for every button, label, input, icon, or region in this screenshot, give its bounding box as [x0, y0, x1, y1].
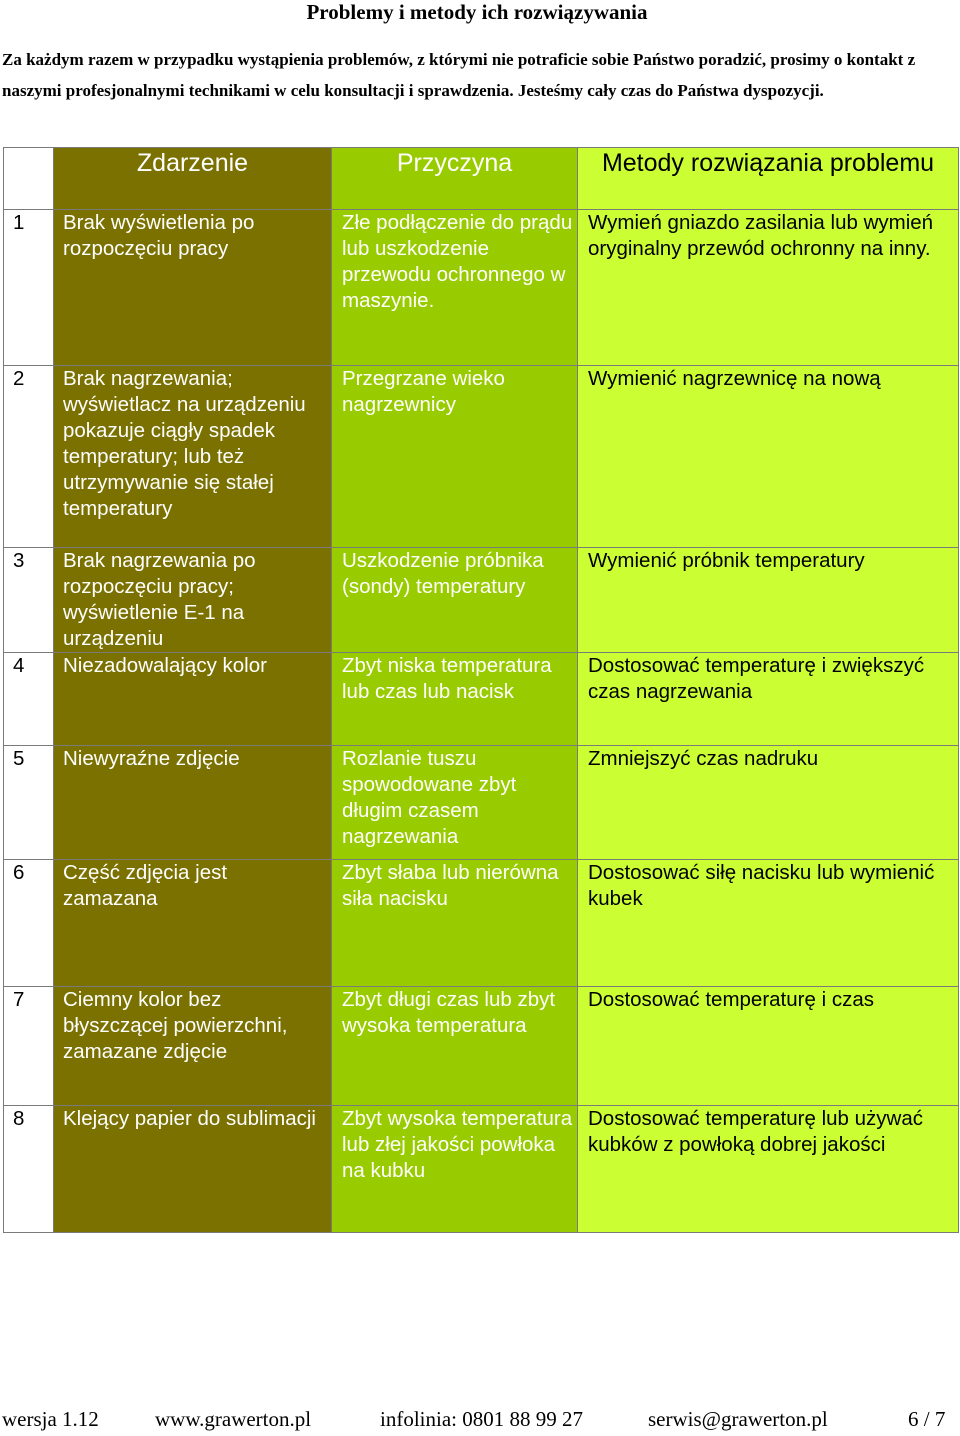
table-header-row: [4, 148, 959, 210]
row-cause: Zbyt wysoka temperatura lub złej jakości powłoka na kubku: [332, 1106, 578, 1233]
row-event: Część zdjęcia jest zamazana: [54, 860, 332, 987]
page-title: Problemy i metody ich rozwiązywania: [306, 0, 648, 24]
row-event: Klejący papier do sublimacji: [54, 1106, 332, 1233]
row-solution: Dostosować temperaturę i zwiększyć czas nagrzewania: [578, 653, 959, 746]
intro-paragraph: Za każdym razem w przypadku wystąpienia problemów, z którymi nie potraficie sobie Państwo poradzić, prosimy o kontakt z naszymi profesjonalnymi technikami w celu konsultacji i sprawdzenia. Jesteśmy cały czas do Państwa dyspozycji.: [2, 50, 916, 100]
row-event: Brak wyświetlenia po rozpoczęciu pracy: [54, 210, 332, 366]
row-number: 1: [4, 210, 54, 366]
page-footer: [0, 1405, 958, 1433]
row-event: Niewyraźne zdjęcie: [54, 746, 332, 860]
row-cause: Zbyt niska temperatura lub czas lub nacisk: [332, 653, 578, 746]
row-cause: Uszkodzenie próbnika (sondy) temperatury: [332, 548, 578, 653]
row-cause: Przegrzane wieko nagrzewnicy: [332, 366, 578, 548]
table-row: [4, 987, 959, 1106]
row-event: Ciemny kolor bez błyszczącej powierzchni, zamazane zdjęcie: [54, 987, 332, 1106]
table-row: [4, 210, 959, 366]
row-cause: Zbyt słaba lub nierówna siła nacisku: [332, 860, 578, 987]
row-solution: Wymienić próbnik temperatury: [578, 548, 959, 653]
table-row: [4, 366, 959, 548]
row-number: 8: [4, 1106, 54, 1233]
table-row: [4, 653, 959, 746]
row-number: 6: [4, 860, 54, 987]
header-cause: Przyczyna: [332, 148, 578, 210]
footer-hotline: infolinia: 0801 88 99 27: [380, 1407, 583, 1431]
row-solution: Dostosować temperaturę lub używać kubków z powłoką dobrej jakości: [578, 1106, 959, 1233]
row-number: 7: [4, 987, 54, 1106]
footer-email-link[interactable]: serwis@grawerton.pl: [648, 1407, 828, 1431]
row-number: 2: [4, 366, 54, 548]
row-event: Brak nagrzewania; wyświetlacz na urządzeniu pokazuje ciągły spadek temperatury; lub też utrzymywanie się stałej temperatury: [54, 366, 332, 548]
row-solution: Dostosować temperaturę i czas: [578, 987, 959, 1106]
header-number-cell: [4, 148, 54, 210]
table-row: [4, 548, 959, 653]
row-solution: Zmniejszyć czas nadruku: [578, 746, 959, 860]
row-cause: Zbyt długi czas lub zbyt wysoka temperatura: [332, 987, 578, 1106]
row-cause: Złe podłączenie do prądu lub uszkodzenie przewodu ochronnego w maszynie.: [332, 210, 578, 366]
table-row: [4, 746, 959, 860]
row-solution: Wymień gniazdo zasilania lub wymień oryginalny przewód ochronny na inny.: [578, 210, 959, 366]
header-event: Zdarzenie: [54, 148, 332, 210]
row-number: 3: [4, 548, 54, 653]
row-solution: Wymienić nagrzewnicę na nową: [578, 366, 959, 548]
row-event: Niezadowalający kolor: [54, 653, 332, 746]
row-solution: Dostosować siłę nacisku lub wymienić kubek: [578, 860, 959, 987]
row-cause: Rozlanie tuszu spowodowane zbyt długim czasem nagrzewania: [332, 746, 578, 860]
table-row: [4, 860, 959, 987]
row-event: Brak nagrzewania po rozpoczęciu pracy; wyświetlenie E-1 na urządzeniu: [54, 548, 332, 653]
footer-page-number: 6 / 7: [908, 1407, 946, 1431]
row-number: 4: [4, 653, 54, 746]
row-number: 5: [4, 746, 54, 860]
footer-version: wersja 1.12: [2, 1407, 99, 1431]
header-solution: Metody rozwiązania problemu: [578, 148, 959, 210]
footer-website-link[interactable]: www.grawerton.pl: [155, 1407, 312, 1431]
table-row: [4, 1106, 959, 1233]
problems-table: [3, 147, 959, 1233]
